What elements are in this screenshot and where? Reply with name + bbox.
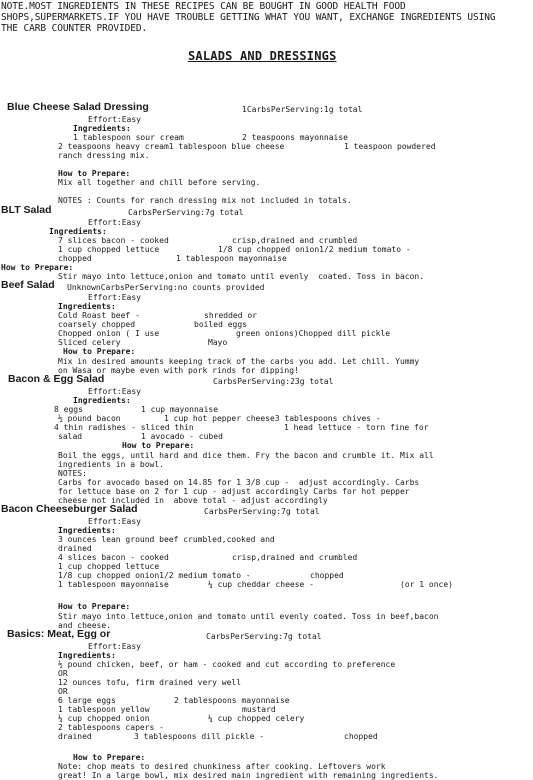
ingredient-line: ¼ cup chopped onion bbox=[58, 714, 150, 723]
ingredient-line: 1 cup mayonnaise bbox=[141, 405, 219, 414]
note-line-3: THE CARB COUNTER PROVIDED. bbox=[1, 23, 148, 34]
prep-text: Mix in desired amounts keeping track of the carbs you add. Let chill. Yummy bbox=[58, 357, 420, 366]
carbs-beef: UnknownCarbsPerServing:no counts provided bbox=[67, 283, 265, 292]
ingredient-line: 4 slices bacon - cooked bbox=[58, 553, 169, 562]
ingredients-heading: Ingredients: bbox=[73, 124, 131, 133]
ingredient-line: 1 cup chopped lettuce bbox=[58, 245, 160, 254]
ingredient-line: crisp,drained and crumbled bbox=[232, 553, 358, 562]
ingredient-line: 2 tablespoons mayonnaise bbox=[174, 696, 290, 705]
how-to-prepare-heading: How to Prepare: bbox=[63, 347, 136, 356]
notes-text: for lettuce base on 2 for 1 cup - adjust accordingly Carbs for hot pepper bbox=[58, 487, 410, 496]
ingredient-line: 1 tablespoon sour cream bbox=[73, 133, 184, 142]
ingredient-line: boiled eggs bbox=[194, 320, 247, 329]
how-to-prepare-heading: How to Prepare: bbox=[1, 263, 74, 272]
ingredient-line: ¼ cup cheddar cheese - bbox=[208, 580, 314, 589]
ingredient-line: 2 teaspoons heavy cream1 tablespoon blue cheese bbox=[58, 142, 285, 151]
ingredient-line: 7 slices bacon - cooked bbox=[58, 236, 169, 245]
ingredient-line: coarsely chopped bbox=[58, 320, 136, 329]
ingredient-line: 1/8 cup chopped onion1/2 medium tomato - bbox=[58, 571, 251, 580]
notes-text: Carbs for avocado based on 14.85 for 1 3/8 cup - adjust accordingly. Carbs bbox=[58, 478, 420, 487]
ingredient-line: OR bbox=[58, 669, 68, 678]
carbs-bacon-cheeseburger: CarbsPerServing:7g total bbox=[204, 507, 320, 516]
ingredient-line: shredded or bbox=[204, 311, 257, 320]
ingredient-line: ¼ cup chopped celery bbox=[208, 714, 305, 723]
how-to-prepare-heading: How to Prepare: bbox=[58, 169, 131, 178]
effort-label: Effort:Easy bbox=[88, 218, 141, 227]
ingredient-line: 8 eggs bbox=[54, 405, 83, 414]
recipe-title-bacon-cheeseburger: Bacon Cheeseburger Salad bbox=[1, 503, 138, 515]
ingredients-heading: Ingredients: bbox=[49, 227, 107, 236]
how-to-prepare-heading: How to Prepare: bbox=[73, 753, 146, 762]
ingredient-line: salad bbox=[58, 432, 83, 441]
effort-label: Effort:Easy bbox=[88, 517, 141, 526]
ingredient-line: green onions)Chopped dill pickle bbox=[236, 329, 391, 338]
prep-text: Mix all together and chill before serving. bbox=[58, 178, 261, 187]
notes-text: NOTES : Counts for ranch dressing mix not included in totals. bbox=[58, 196, 352, 205]
ingredient-line: 1 head lettuce - torn fine for bbox=[284, 423, 429, 432]
ingredient-line: 3 ounces lean ground beef crumbled,cooked and bbox=[58, 535, 275, 544]
prep-text: Note: chop meats to desired chunkiness after cooking. Leftovers work bbox=[58, 762, 386, 771]
effort-label: Effort:Easy bbox=[88, 115, 141, 124]
prep-text: Stir mayo into lettuce,onion and tomato until evenly coated. Toss in beef,bacon bbox=[58, 612, 439, 621]
prep-text: and cheese. bbox=[58, 621, 111, 630]
ingredient-line: drained bbox=[58, 732, 92, 741]
recipe-title-basics: Basics: Meat, Egg or bbox=[7, 628, 111, 640]
recipe-title-beef: Beef Salad bbox=[1, 279, 55, 291]
ingredient-line: Chopped onion ( I use bbox=[58, 329, 160, 338]
recipe-title-blue-cheese: Blue Cheese Salad Dressing bbox=[7, 101, 149, 113]
note-line-1: NOTE.MOST INGREDIENTS IN THESE RECIPES CAN BE BOUGHT IN GOOD HEALTH FOOD bbox=[1, 1, 406, 12]
carbs-blt: CarbsPerServing:7g total bbox=[128, 208, 244, 217]
ingredient-line: 1 cup hot pepper cheese3 tablespoons chives - bbox=[164, 414, 381, 423]
ingredient-line: 1 avocado - cubed bbox=[141, 432, 223, 441]
ingredient-line: 6 large eggs bbox=[58, 696, 116, 705]
ingredient-line: 2 teaspoons mayonnaise bbox=[242, 133, 348, 142]
prep-text: on Wasa or maybe even with pork rinds for dipping! bbox=[58, 366, 299, 375]
ingredient-line: Cold Roast beef - bbox=[58, 311, 140, 320]
ingredient-line: mustard bbox=[242, 705, 276, 714]
ingredient-line: drained bbox=[58, 544, 92, 553]
how-to-prepare-heading: How to Prepare: bbox=[58, 602, 131, 611]
ingredient-line: 2 tablespoons capers - bbox=[58, 723, 164, 732]
ingredients-heading: Ingredients: bbox=[58, 651, 116, 660]
ingredient-line: Mayo bbox=[208, 338, 228, 347]
ingredient-line: ½ pound bacon bbox=[58, 414, 121, 423]
effort-label: Effort:Easy bbox=[88, 387, 141, 396]
recipe-title-blt: BLT Salad bbox=[1, 204, 52, 216]
effort-label: Effort:Easy bbox=[88, 293, 141, 302]
ingredient-line: 1 tablespoon yellow bbox=[58, 705, 150, 714]
carbs-basics: CarbsPerServing:7g total bbox=[206, 632, 322, 641]
ingredient-line: (or 1 once) bbox=[400, 580, 453, 589]
ingredient-line: OR bbox=[58, 687, 68, 696]
ingredient-line: 1 tablespoon mayonnaise bbox=[176, 254, 287, 263]
ingredient-line: 4 thin radishes - sliced thin bbox=[54, 423, 194, 432]
ingredients-heading: Ingredients: bbox=[73, 396, 131, 405]
prep-text: ingredients in a bowl. bbox=[58, 460, 164, 469]
ingredient-line: Sliced celery bbox=[58, 338, 121, 347]
how-to-prepare-heading: How to Prepare: bbox=[122, 441, 195, 450]
ingredient-line: 3 tablespoons dill pickle - bbox=[134, 732, 265, 741]
ingredient-line: crisp,drained and crumbled bbox=[232, 236, 358, 245]
ingredient-line: ½ pound chicken, beef, or ham - cooked and cut according to preference bbox=[58, 660, 396, 669]
ingredient-line: chopped bbox=[310, 571, 344, 580]
ingredient-line: chopped bbox=[58, 254, 92, 263]
section-title: SALADS AND DRESSINGS bbox=[188, 49, 337, 63]
prep-text: great! In a large bowl, mix desired main ingredient with remaining ingredients. bbox=[58, 771, 439, 780]
recipe-title-bacon-egg: Bacon & Egg Salad bbox=[8, 373, 105, 385]
ingredient-line: 1/8 cup chopped onion1/2 medium tomato - bbox=[218, 245, 411, 254]
note-line-2: SHOPS,SUPERMARKETS.IF YOU HAVE TROUBLE GETTING WHAT YOU WANT, EXCHANGE INGREDIENTS USING bbox=[1, 12, 496, 23]
ingredient-line: 12 ounces tofu, firm drained very well bbox=[58, 678, 242, 687]
prep-text: Stir mayo into lettuce,onion and tomato until evenly coated. Toss in bacon. bbox=[58, 272, 425, 281]
ingredients-heading: Ingredients: bbox=[58, 302, 116, 311]
carbs-bacon-egg: CarbsPerServing:23g total bbox=[213, 377, 334, 386]
ingredient-line: chopped bbox=[344, 732, 378, 741]
ingredient-line: ranch dressing mix. bbox=[58, 151, 150, 160]
prep-text: Boil the eggs, until hard and dice them. Fry the bacon and crumble it. Mix all bbox=[58, 451, 434, 460]
effort-label: Effort:Easy bbox=[88, 642, 141, 651]
carbs-blue-cheese: 1CarbsPerServing:1g total bbox=[242, 105, 363, 114]
ingredient-line: 1 tablespoon mayonnaise bbox=[58, 580, 169, 589]
ingredients-heading: Ingredients: bbox=[58, 526, 116, 535]
notes-label: NOTES: bbox=[58, 469, 87, 478]
ingredient-line: 1 teaspoon powdered bbox=[344, 142, 436, 151]
ingredient-line: 1 cup chopped lettuce bbox=[58, 562, 160, 571]
notes-text: cheese not included in above total - adjust accordingly bbox=[58, 496, 328, 505]
